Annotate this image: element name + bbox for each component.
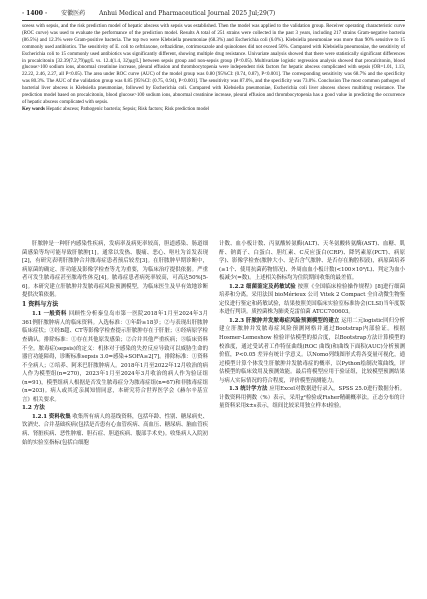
subsection-title-bacteria: 1.2.2 细菌鉴定及药敏试验 xyxy=(229,283,296,290)
right-column xyxy=(219,240,405,411)
bacteria-identification-paragraph xyxy=(219,283,405,317)
subsection-title-statistics: 1.3 统计学方法 xyxy=(229,386,268,393)
prediction-model-paragraph xyxy=(219,317,405,385)
abstract-keywords xyxy=(22,107,405,114)
bacteria-identification-text: 按照《全国临床检验操作规程》[8]进行细菌培养和分离。采用法国 bioMérieux 公司 Vitek 2 Compact 全自动微生物鉴定仪进行鉴定和药敏试验，结果按照美国临床实验室标准协会(CLSI)当年度版本进行判读。质控菌株为肺炎克雷伯菌 ATCC700603。 xyxy=(219,283,405,316)
introduction-paragraph: 肝脓肿是一种肝内感染性疾病，发病率及病死率较高，胆道感染、肠道细菌感染等均可能导致肝脓肿[1]。通常以发热、腹痛、恶心、呕吐为首发表现[2]，有研究表明肝脓肿合并脓毒症患者预后较差[3]。在肝脓肿早期诊断中，病原菌的确定、肝功能及影像学检查等尤为重要，为临床治疗提供依据。严重者可发生脓毒症甚至脓毒性休克[4]。脓毒症患者病死率较高，可高达50%[5-6]。本研究建立肝脓肿并发脓毒症风险预测模型，为临床医生及早有效地诊断提供决策依据。 xyxy=(22,241,208,299)
running-header xyxy=(22,8,405,21)
general-data-paragraph xyxy=(22,310,208,404)
page-number: · 1400 · xyxy=(22,10,48,17)
data-collection-text: 收集所有病人的基线资料，包括年龄、性别、糖尿病史、饮酒史、合并基础疾病(包括是否患有心血管疾病、高血压、糖尿病、脑血管疾病、肾脏疾病、恶性肿瘤、胆石症、胆道疾病、腹部手术史)。收集病人入院初始的实验室指标(包括白细胞 xyxy=(22,413,208,446)
keywords-text: Hepatic abscess; Pathogenic bacteria; Sepsis; Risk factors; Risk prediction model xyxy=(46,106,210,112)
abstract-paragraph: sceess with sepsis, and the risk prediction model of hepatic abscess with sepsis was established. Then the model was applied to the validation group. Receiver operating characteristic curve (ROC curve) was used to evaluate the performance of the prediction model. Results A total of 251 strains were collected in the past 3 years, including 217 strains Gram-negative bacteria (86.5%) and 12.3% were Gram-positive bacteria. The top two were Klebsiella pneumoniae (68.3%) and Escherichia coli (6.0%). Klebsiella pneumoniae was more than 90% sensitive to 15 commonly used antibiotics. The sensitivity of E. coli to ceftriaxone, ceftazidime, cotrimoxazole and quinolones did not exceed 50%. Compared with Klebsiella pneumoniae, the sensitivity of Escherichia coli to 15 commonly used antibiotics was significantly different, showing multiple drug resistance. Univariate analysis showed that there were statistically significant differences in procalcitonin [32.39(7.2,79)μg/L vs. 12.4(1.4, 32)μg/L] between sepsis group and non-sepsis group (P<0.05). Multivariate logistic regression analysis showed that procalcitonin, blood glucose>100 sodium ions, abnormal creatinine increase, pleural effusion and thrombocytopenia were independent risk factors for hepatic abscess complicated with sepsis (OR=1.01, 1.13, 22.22, 2.46, 2.27, all P<0.05). The area under ROC curve (AUC) of the model group was 0.80 [95%CI: (0.74, 0.87), P<0.001]. The corresponding sensitivity was 68.7% and the specificity was 80.3%. The AUC of the validation group was 0.85 [95%CI: (0.75, 0.94), P<0.001]. The sensitivity was 87.0%, and the specificity was 73.0%. Conclusion The most common pathogen of bacterial liver abscess is Klebsiella pneumoniae, followed by Escherichia coli. Compared with Klebsiella pneumoniae, Escherichia coli liver abscess shows multidrug resistance. The prediction model based on procalcitonin, blood glucose>100 sodium ions, abnormal creatinine increase, pleural effusion and thrombocytopenia has a good value in predicting the occurrence of hepatic abscess complicated with sepsis. xyxy=(22,24,405,105)
keywords-label: Key words xyxy=(22,106,45,112)
general-data-text: 回顾性分析秦皇岛市第一医院2018年1月至2024年3月361例肝脓肿病人的临床资料。入选标准：①年龄≥18岁；②与表现出肝脓肿临床症状；③经B超、CT等影像学检查提示肝脓肿存在于肝脏；④经病原学检查确认。排除标准：①存在其他原发感染；②合并其他严重疾病；③临床资料不全。脓毒症(sepsis)的定义：机体对于感染的失控反应导致可以威胁生命的器官功能障碍，诊断标准sepsis 3.0=感染+SOFA≥2[7]。排除标准：①资料不全病人；②培养、阿米巴肝脓肿病人。2018年1月至2022年12月收治的病人作为模型组(n=270)，2023年1月至2024年3月收治的病人作为验证组(n=91)，模型组病人根据是否发生脓毒症分为脓毒症组(n=67)和非脓毒症组(n=203)。病人或其近亲属知情同意，本研究符合世界医学会《赫尔辛基宣言》相关要求。 xyxy=(22,311,208,403)
data-collection-paragraph xyxy=(22,413,208,447)
statistics-paragraph xyxy=(219,385,405,411)
continued-paragraph: 计数、血小板计数、丙氨酸转氨酶(ALT)、天冬氨酸转氨酶(AST)、血糖、肌酐、钠离子、白蛋白、胆红素、C反应蛋白(CRP)、降钙素原(PCT)、病原学)、影像学检查(脓肿大小、是否含气脓肿、是否存在胸腔积液)，病原菌培养(≥1个、使用抗菌药物情况)、外周血血小板计数(<100×10⁹/L)、判定为血小板减少(=数)。上述相关指标均为住院期间收集的最差值。 xyxy=(219,241,405,282)
subsection-title-prediction-model: 1.2.3 肝脓肿并发脓毒症风险预测模型的建立 xyxy=(229,317,340,324)
section-heading-materials-methods: 1 资料与方法 xyxy=(22,300,59,308)
journal-title-cn: 安徽医药 xyxy=(61,10,86,17)
subsection-title-data-collection: 1.2.1 资料收集 xyxy=(32,413,71,420)
prediction-model-text: 运用二元logistic回归分析建立肝脓肿并发脓毒症风险预测网格并通过Bootstrap内部验证。根据 Hosmer-Lemeshow 检验评估模型的拟合度，以Bootstrap方法计算模型的校准度，通过受试者工作特征曲线(ROC 曲线)和曲线下面积(AUC)分析预测价值，P<0.05 差异有统计学意义。以Nomo列线图形式将各变量可视化，通过模型计算个体发生肝脓肿并发脓毒症的概率，以Python绘制决策曲线，评估模型的临床效用及预测效能。最后将模型应用于验证组，比较模型预测结果与病人实际情况的符合程度，评价模型预测能力。 xyxy=(219,317,405,384)
statistics-text: 应用Excel对数据进行录入，SPSS 25.0进行数据分析。计数资料用例数（%）表示，采用χ²检验或Fisher精确概率法。正态分布的计量资料采用x̄±s表示，组间比较采用独立样本t检验。 xyxy=(219,386,405,410)
english-abstract xyxy=(22,24,405,114)
subsection-heading-methods: 1.2 方法 xyxy=(22,405,45,412)
left-column xyxy=(22,240,208,447)
subsection-title-general-data: 1.1 一般资料 xyxy=(32,311,67,318)
journal-title-en: Anhui Medical and Pharmaceutical Journal 2025 Jul;29(7) xyxy=(99,10,276,17)
